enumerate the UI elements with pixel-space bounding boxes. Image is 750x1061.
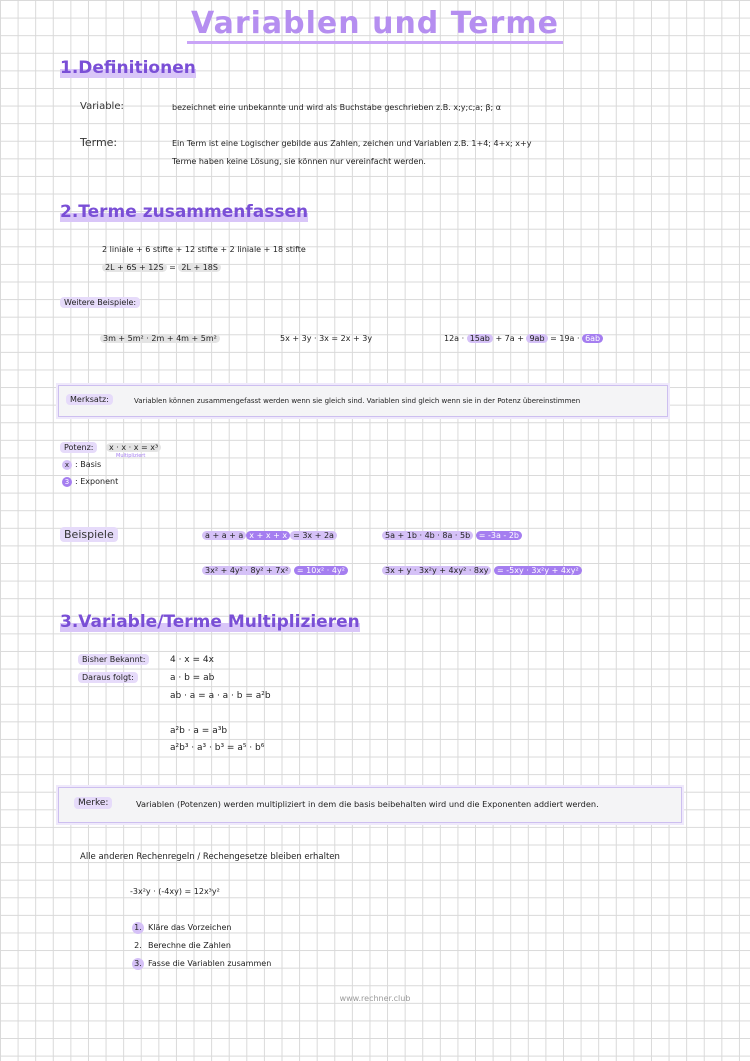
example-3: 12a · 15ab + 7a + 9ab = 19a · 6ab <box>444 334 603 343</box>
daraus-1: a · b = ab <box>170 673 215 683</box>
potenz-basis: x : Basis <box>62 460 101 470</box>
step-2: 2. Berechne die Zahlen <box>134 941 231 950</box>
weitere-beispiele-label: Weitere Beispiele: <box>60 298 140 307</box>
bisher-label: Bisher Bekannt: <box>78 655 149 664</box>
page-title: Variablen und Terme <box>0 6 750 41</box>
terme-definition-1: Ein Term ist eine Logischer gebilde aus Zahlen, zeichen und Variablen z.B. 1+4; 4+x; x+y <box>172 139 532 148</box>
rechenregeln-text: Alle anderen Rechenregeln / Rechengesetze bleiben erhalten <box>80 852 340 862</box>
merksatz-label: Merksatz: <box>66 395 113 404</box>
example-line-2 <box>102 263 221 272</box>
example-line-2-left: 2L + 6S + 12S <box>102 263 167 272</box>
footer-url: www.rechner.club <box>339 994 411 1003</box>
daraus-4: a²b³ · a³ · b³ = a⁵ · b⁶ <box>170 743 265 753</box>
daraus-label: Daraus folgt: <box>78 673 138 682</box>
section-2-heading: 2.Terme zusammenfassen <box>60 202 309 222</box>
potenz-exponent: 3 : Exponent <box>62 477 118 487</box>
variable-label: Variable: <box>80 101 124 112</box>
section-1-heading: 1.Definitionen <box>60 58 196 78</box>
merke-label: Merke: <box>74 798 112 808</box>
step-3: 3. Fasse die Variablen zusammen <box>132 958 271 970</box>
step-1: 1. Kläre das Vorzeichen <box>132 922 231 934</box>
rechenregeln-example: -3x²y · (-4xy) = 12x³y² <box>130 887 220 896</box>
merke-text: Variablen (Potenzen) werden multipliziert in dem die basis beibehalten wird und die Exponenten addiert werden. <box>136 799 599 809</box>
beispiel-4: 3x + y · 3x²y + 4xy² · 8xy = -5xy · 3x²y + 4xy² <box>382 566 582 575</box>
example-1: 3m + 5m² · 2m + 4m + 5m² <box>100 334 220 343</box>
beispiel-1: a + a + a x + x + x = 3x + 2a <box>202 531 337 540</box>
section-3-heading: 3.Variable/Terme Multiplizieren <box>60 612 360 632</box>
terme-label: Terme: <box>80 136 118 149</box>
example-line-2-right: 2L + 18S <box>178 263 221 272</box>
potenz-expr: x · x · x = x³ <box>106 443 161 452</box>
example-line-1: 2 liniale + 6 stifte + 12 stifte + 2 liniale + 18 stifte <box>102 245 306 254</box>
beispiel-3: 3x² + 4y² · 8y² + 7x² = 10x² · 4y² <box>202 566 348 575</box>
example-2: 5x + 3y · 3x = 2x + 3y <box>280 334 373 343</box>
bisher-expr: 4 · x = 4x <box>170 655 214 665</box>
variable-definition: bezeichnet eine unbekannte und wird als Buchstabe geschrieben z.B. x;y;c;a; β; α <box>172 103 502 112</box>
example-line-2-eq: = <box>169 263 176 272</box>
terme-definition-2: Terme haben keine Lösung, sie können nur vereinfacht werden. <box>172 157 426 166</box>
daraus-3: a²b · a = a³b <box>170 726 228 736</box>
beispiel-2: 5a + 1b · 4b · 8a · 5b = -3a - 2b <box>382 531 522 540</box>
beispiele-label: Beispiele <box>60 528 118 541</box>
merksatz-text: Variablen können zusammengefasst werden wenn sie gleich sind. Variablen sind gleich wenn sie in der Potenz übereinstimmen <box>134 397 581 405</box>
potenz-label: Potenz: <box>60 443 97 452</box>
potenz-sub: Multipliziert <box>116 453 146 459</box>
daraus-2: ab · a = a · a · b = a²b <box>170 691 271 701</box>
